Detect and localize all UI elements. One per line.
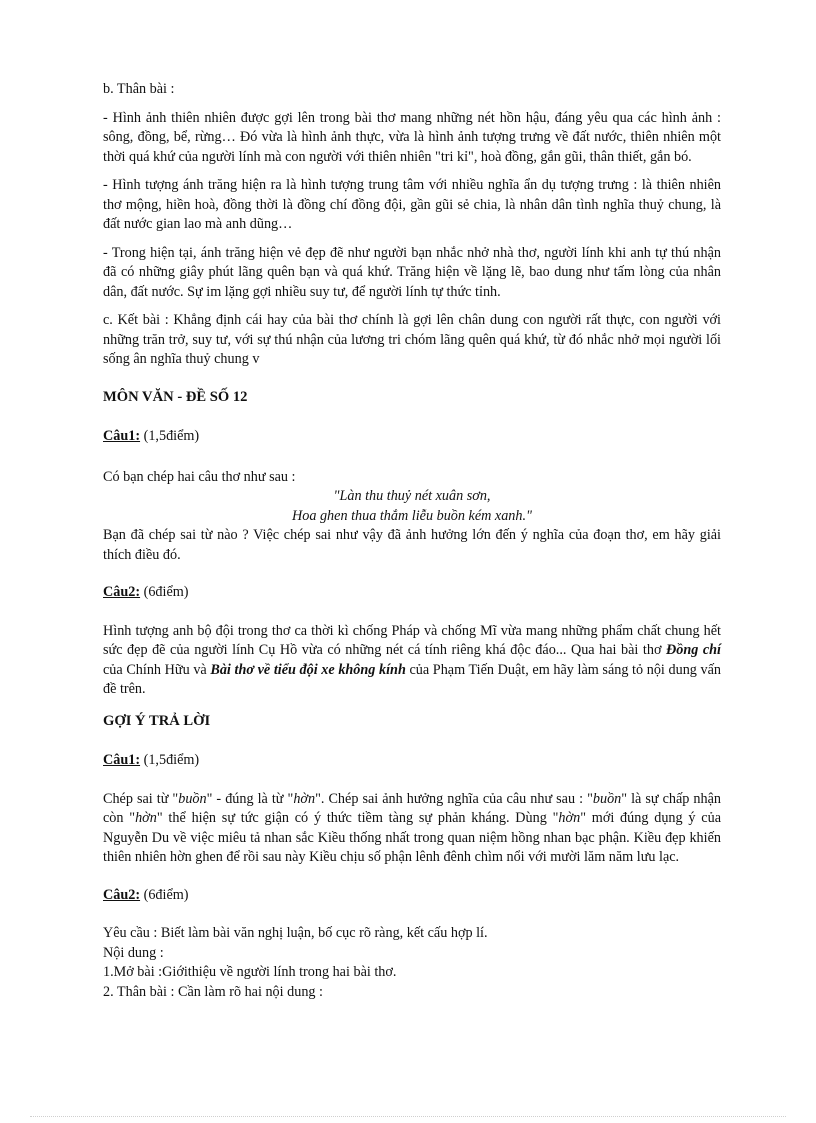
question-2-label: Câu2: <box>103 584 141 600</box>
page-divider <box>30 1116 786 1117</box>
question-1-points: (1,5điểm) <box>143 428 200 444</box>
answer-2-points: (6điểm) <box>143 886 189 903</box>
poem-line-2: Hoa ghen thua thắm liễu buồn kém xanh." <box>291 507 532 524</box>
question-2-text-c: của Phạm Tiến Duật, em hãy làm sáng tỏ nội dung vấn đề trên. <box>103 661 722 697</box>
question-1-intro: Có bạn chép hai câu thơ như sau : <box>103 468 296 485</box>
exam-title: MÔN VĂN - ĐỀ SỐ 12 <box>103 388 248 405</box>
answer-2-requirement: Yêu cầu : Biết làm bài văn nghị luận, bố cục rõ ràng, kết cấu hợp lí. <box>103 925 488 941</box>
answer-1-word: hờn <box>558 810 581 826</box>
question-1-text: Bạn đã chép sai từ nào ? Việc chép sai như vậy đã ảnh hưởng lớn đến ý nghĩa của đoạn thơ, em hãy giải thích điều đó. <box>103 527 721 563</box>
answer-1-word: buồn <box>592 790 622 807</box>
answer-2-label: Câu2: <box>103 886 141 903</box>
answer-2-content-label: Nội dung : <box>103 944 164 961</box>
answer-1-word: hờn <box>135 810 157 826</box>
answer-1-text-part: " thể hiện sự tức giận có ý thức tiềm tàng sự phản kháng. Dùng " <box>156 810 559 826</box>
answer-1-text-part: " mới đúng dụng ý của Nguyễn Du về việc miêu tả nhan sắc Kiều thống nhất trong quan niệm hồng nhan bạc phận. Kiều đẹp khiến thiên nhiên hờn ghen để rồi sau này Kiều chịu số phận lênh đênh chìm nổi với mười lăm năm lưu lạc. <box>103 810 721 865</box>
answer-title: GỢI Ý TRẢ LỜI <box>103 712 211 729</box>
question-2-text-a: Hình tượng anh bộ đội trong thơ ca thời kì chống Pháp và chống Mĩ vừa mang những phẩm chất chung hết sức đẹp đẽ của người lính Cụ Hồ vừa có những nét cá tính riêng khá độc đáo... Qua hai bài thơ <box>103 622 721 658</box>
answer-1-text-part: Chép sai từ " <box>103 790 179 807</box>
answer-2-header <box>103 886 721 906</box>
question-1-header <box>103 427 721 447</box>
question-2-points: (6điểm) <box>143 584 189 600</box>
paragraph-conclusion: c. Kết bài : Khẳng định cái hay của bài thơ chính là gợi lên chân dung con người rất thực, con người với những trăn trở, suy tư, với sự thú nhận của lương tri chóm lãng quên quá khứ, từ đó nhắc nhở mọi người lối sống ân nghĩa thuỷ chung v <box>103 312 721 367</box>
answer-2-intro: 1.Mở bài :Giớithiệu về người lính trong hai bài thơ. <box>103 964 397 980</box>
than-bai-title: b. Thân bài : <box>103 81 175 97</box>
paragraph-moon-image: - Hình tượng ánh trăng hiện ra là hình tượng trung tâm với nhiều nghĩa ẩn dụ tượng trưng : là thiên nhiên thơ mộng, hiền hoà, đồng thời là đồng chí đồng đội, gần gũi sẻ chia, là nhân dân tình nghĩa thuỷ chung, là đất nước gian lao mà anh dũng… <box>103 177 721 232</box>
paragraph-nature-image: - Hình ảnh thiên nhiên được gợi lên trong bài thơ mang những nét hồn hậu, đáng yêu qua các hình ảnh : sông, đồng, bể, rừng… Đó vừa là hình ảnh thực, vừa là hình ảnh tượng trưng về đất nước, thiên nhiên một thời quá khứ của người lính mà con người với thiên nhiên "tri kỉ", hoà đồng, gắn gũi, thân thiết, gắn bó. <box>103 109 721 165</box>
answer-1-word: hờn <box>293 790 316 807</box>
answer-1-text-part: " là sự chấp nhận còn " <box>103 790 721 826</box>
poem-title-dong-chi: Đồng chí <box>666 642 721 658</box>
answer-1-text-part: " - đúng là từ " <box>206 790 294 807</box>
answer-1-points: (1,5điểm) <box>143 752 200 768</box>
answer-1-header <box>103 751 721 771</box>
paragraph-present-moon: - Trong hiện tại, ánh trăng hiện vẻ đẹp đẽ như người bạn nhắc nhở nhà thơ, người lính khi anh tự thú nhận đã có những giây phút lãng quên bạn và quá khứ. Trăng hiện về lặng lẽ, bao dung như tấm lòng của nhân dân, đất nước. Sự im lặng gợi nhiều suy tư, để người lính tự thức tỉnh. <box>103 244 721 300</box>
poem-line-1: "Làn thu thuỷ nét xuân sơn, <box>333 488 491 504</box>
question-1-label: Câu1: <box>103 428 141 444</box>
poem-title-tieu-doi: Bài thơ về tiểu đội xe không kính <box>210 661 406 678</box>
answer-1-label: Câu1: <box>103 752 141 768</box>
question-2-text <box>103 622 721 700</box>
question-2-text-b: của Chính Hữu và <box>103 661 211 678</box>
answer-1-word: buồn <box>178 790 207 807</box>
answer-1-text-part: ". Chép sai ảnh hưởng nghĩa của câu như sau : " <box>315 790 593 807</box>
question-2-header <box>103 583 721 603</box>
answer-1-text <box>103 790 721 868</box>
answer-2-body: 2. Thân bài : Cần làm rõ hai nội dung : <box>103 983 324 1000</box>
